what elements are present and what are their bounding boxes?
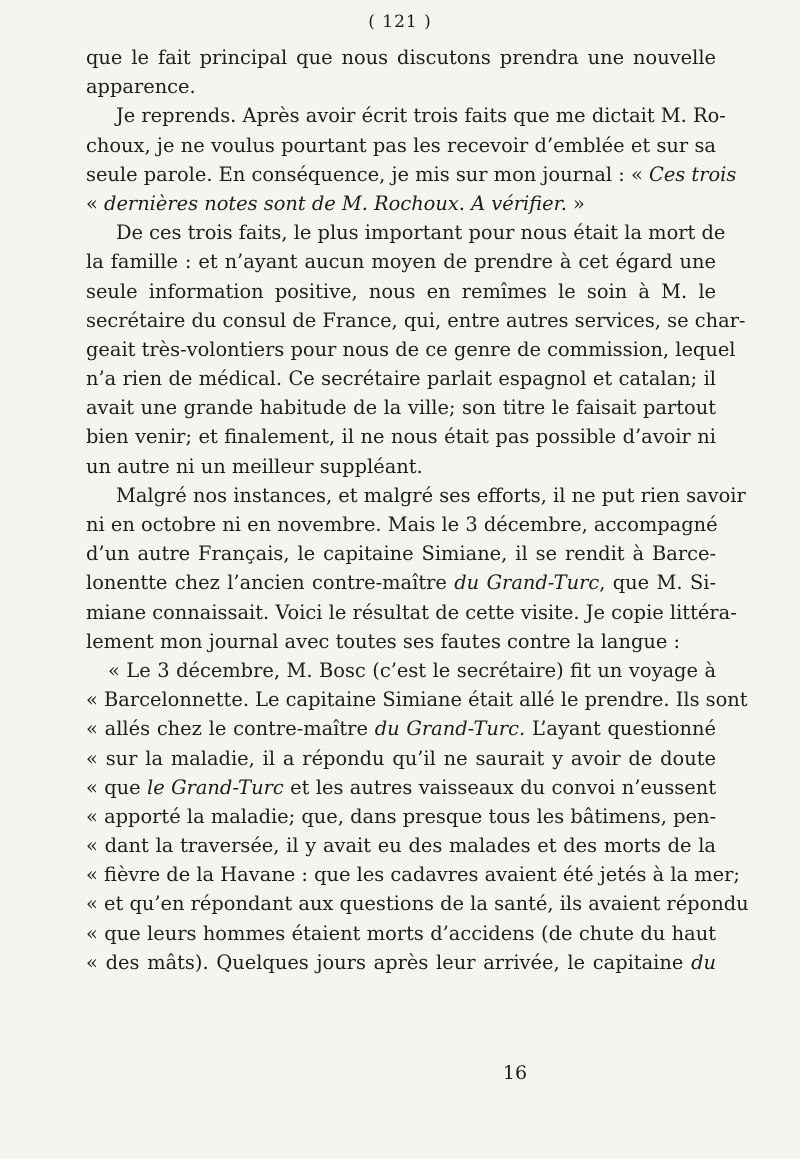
text-line: Je reprends. Après avoir écrit trois faits que me dictait M. Ro- <box>116 104 726 128</box>
text-segment: « des mâts). Quelques jours après leur arrivée, le capitaine <box>86 950 684 974</box>
signature-mark: 16 <box>502 1062 528 1084</box>
text-segment: seule parole. En conséquence, je mis sur mon journal : « <box>86 162 643 186</box>
text-segment: » <box>566 191 585 215</box>
italic-text: du <box>691 950 716 974</box>
text-segment: « allés chez le contre-maître <box>86 717 368 741</box>
text-segment: et les autres vaisseaux du convoi n’eussent <box>283 775 716 799</box>
text-line <box>86 568 716 597</box>
text-line: un autre ni un meilleur suppléant. <box>86 454 423 478</box>
text-line: « et qu’en répondant aux questions de la santé, ils avaient répondu <box>86 892 749 916</box>
italic-text: du Grand-Turc <box>454 571 600 595</box>
text-segment: , que M. Si- <box>599 571 716 595</box>
text-line: n’a rien de médical. Ce secrétaire parlait espagnol et catalan; il <box>86 367 716 391</box>
text-line: que le fait principal que nous discutons prendra une nouvelle <box>86 46 716 69</box>
italic-text: du Grand-Turc. <box>374 717 526 741</box>
text-line: avait une grande habitude de la ville; son titre le faisait partout <box>86 396 716 420</box>
text-line <box>86 773 716 802</box>
text-line: bien venir; et finalement, il ne nous était pas possible d’avoir ni <box>86 425 716 449</box>
page-number: ( 121 ) <box>368 12 432 32</box>
text-line: secrétaire du consul de France, qui, entre autres services, se char- <box>86 308 746 332</box>
text-line <box>86 189 716 218</box>
text-line: d’un autre Français, le capitaine Simiane, il se rendit à Barce- <box>86 542 716 566</box>
text-segment: L’ayant questionné <box>525 717 716 741</box>
text-line: « dant la traversée, il y avait eu des malades et des morts de la <box>86 834 716 858</box>
text-line: « Barcelonnette. Le capitaine Simiane était allé le prendre. Ils sont <box>86 688 748 712</box>
text-line: apparence. <box>86 75 196 99</box>
italic-text: le Grand-Turc <box>147 775 284 799</box>
text-line: miane connaissait. Voici le résultat de cette visite. Je copie littéra- <box>86 600 737 624</box>
text-line: « fièvre de la Havane : que les cadavres avaient été jetés à la mer; <box>86 863 740 887</box>
italic-text: dernières notes sont de M. Rochoux. A vérifier. <box>104 191 567 215</box>
text-segment: « <box>86 191 105 215</box>
text-line: geait très-volontiers pour nous de ce genre de commission, lequel <box>86 337 736 361</box>
text-line: ni en octobre ni en novembre. Mais le 3 décembre, accompagné <box>86 513 718 536</box>
text-line: De ces trois faits, le plus important pour nous était la mort de <box>116 221 726 245</box>
text-line: la famille : et n’ayant aucun moyen de prendre à cet égard une <box>86 250 716 274</box>
text-line: Malgré nos instances, et malgré ses efforts, il ne put rien savoir <box>116 483 746 507</box>
text-line <box>86 714 716 743</box>
text-line: « apporté la maladie; que, dans presque tous les bâtimens, pen- <box>86 804 716 828</box>
text-line: « Le 3 décembre, M. Bosc (c’est le secrétaire) fit un voyage à <box>108 658 716 682</box>
text-line <box>86 160 737 189</box>
text-segment: lonentte chez l’ancien contre-maître <box>86 571 447 595</box>
text-line: choux, je ne voulus pourtant pas les recevoir d’emblée et sur sa <box>86 133 716 157</box>
text-line: « que leurs hommes étaient morts d’accidens (de chute du haut <box>86 921 716 945</box>
text-line: seule information positive, nous en remîmes le soin à M. le <box>86 279 716 303</box>
text-line <box>86 948 716 977</box>
text-line: « sur la maladie, il a répondu qu’il ne saurait y avoir de doute <box>86 746 716 770</box>
text-line: lement mon journal avec toutes ses fautes contre la langue : <box>86 629 681 653</box>
text-segment: « que <box>86 775 141 799</box>
body-text <box>86 43 749 977</box>
italic-text: Ces trois <box>649 162 737 186</box>
